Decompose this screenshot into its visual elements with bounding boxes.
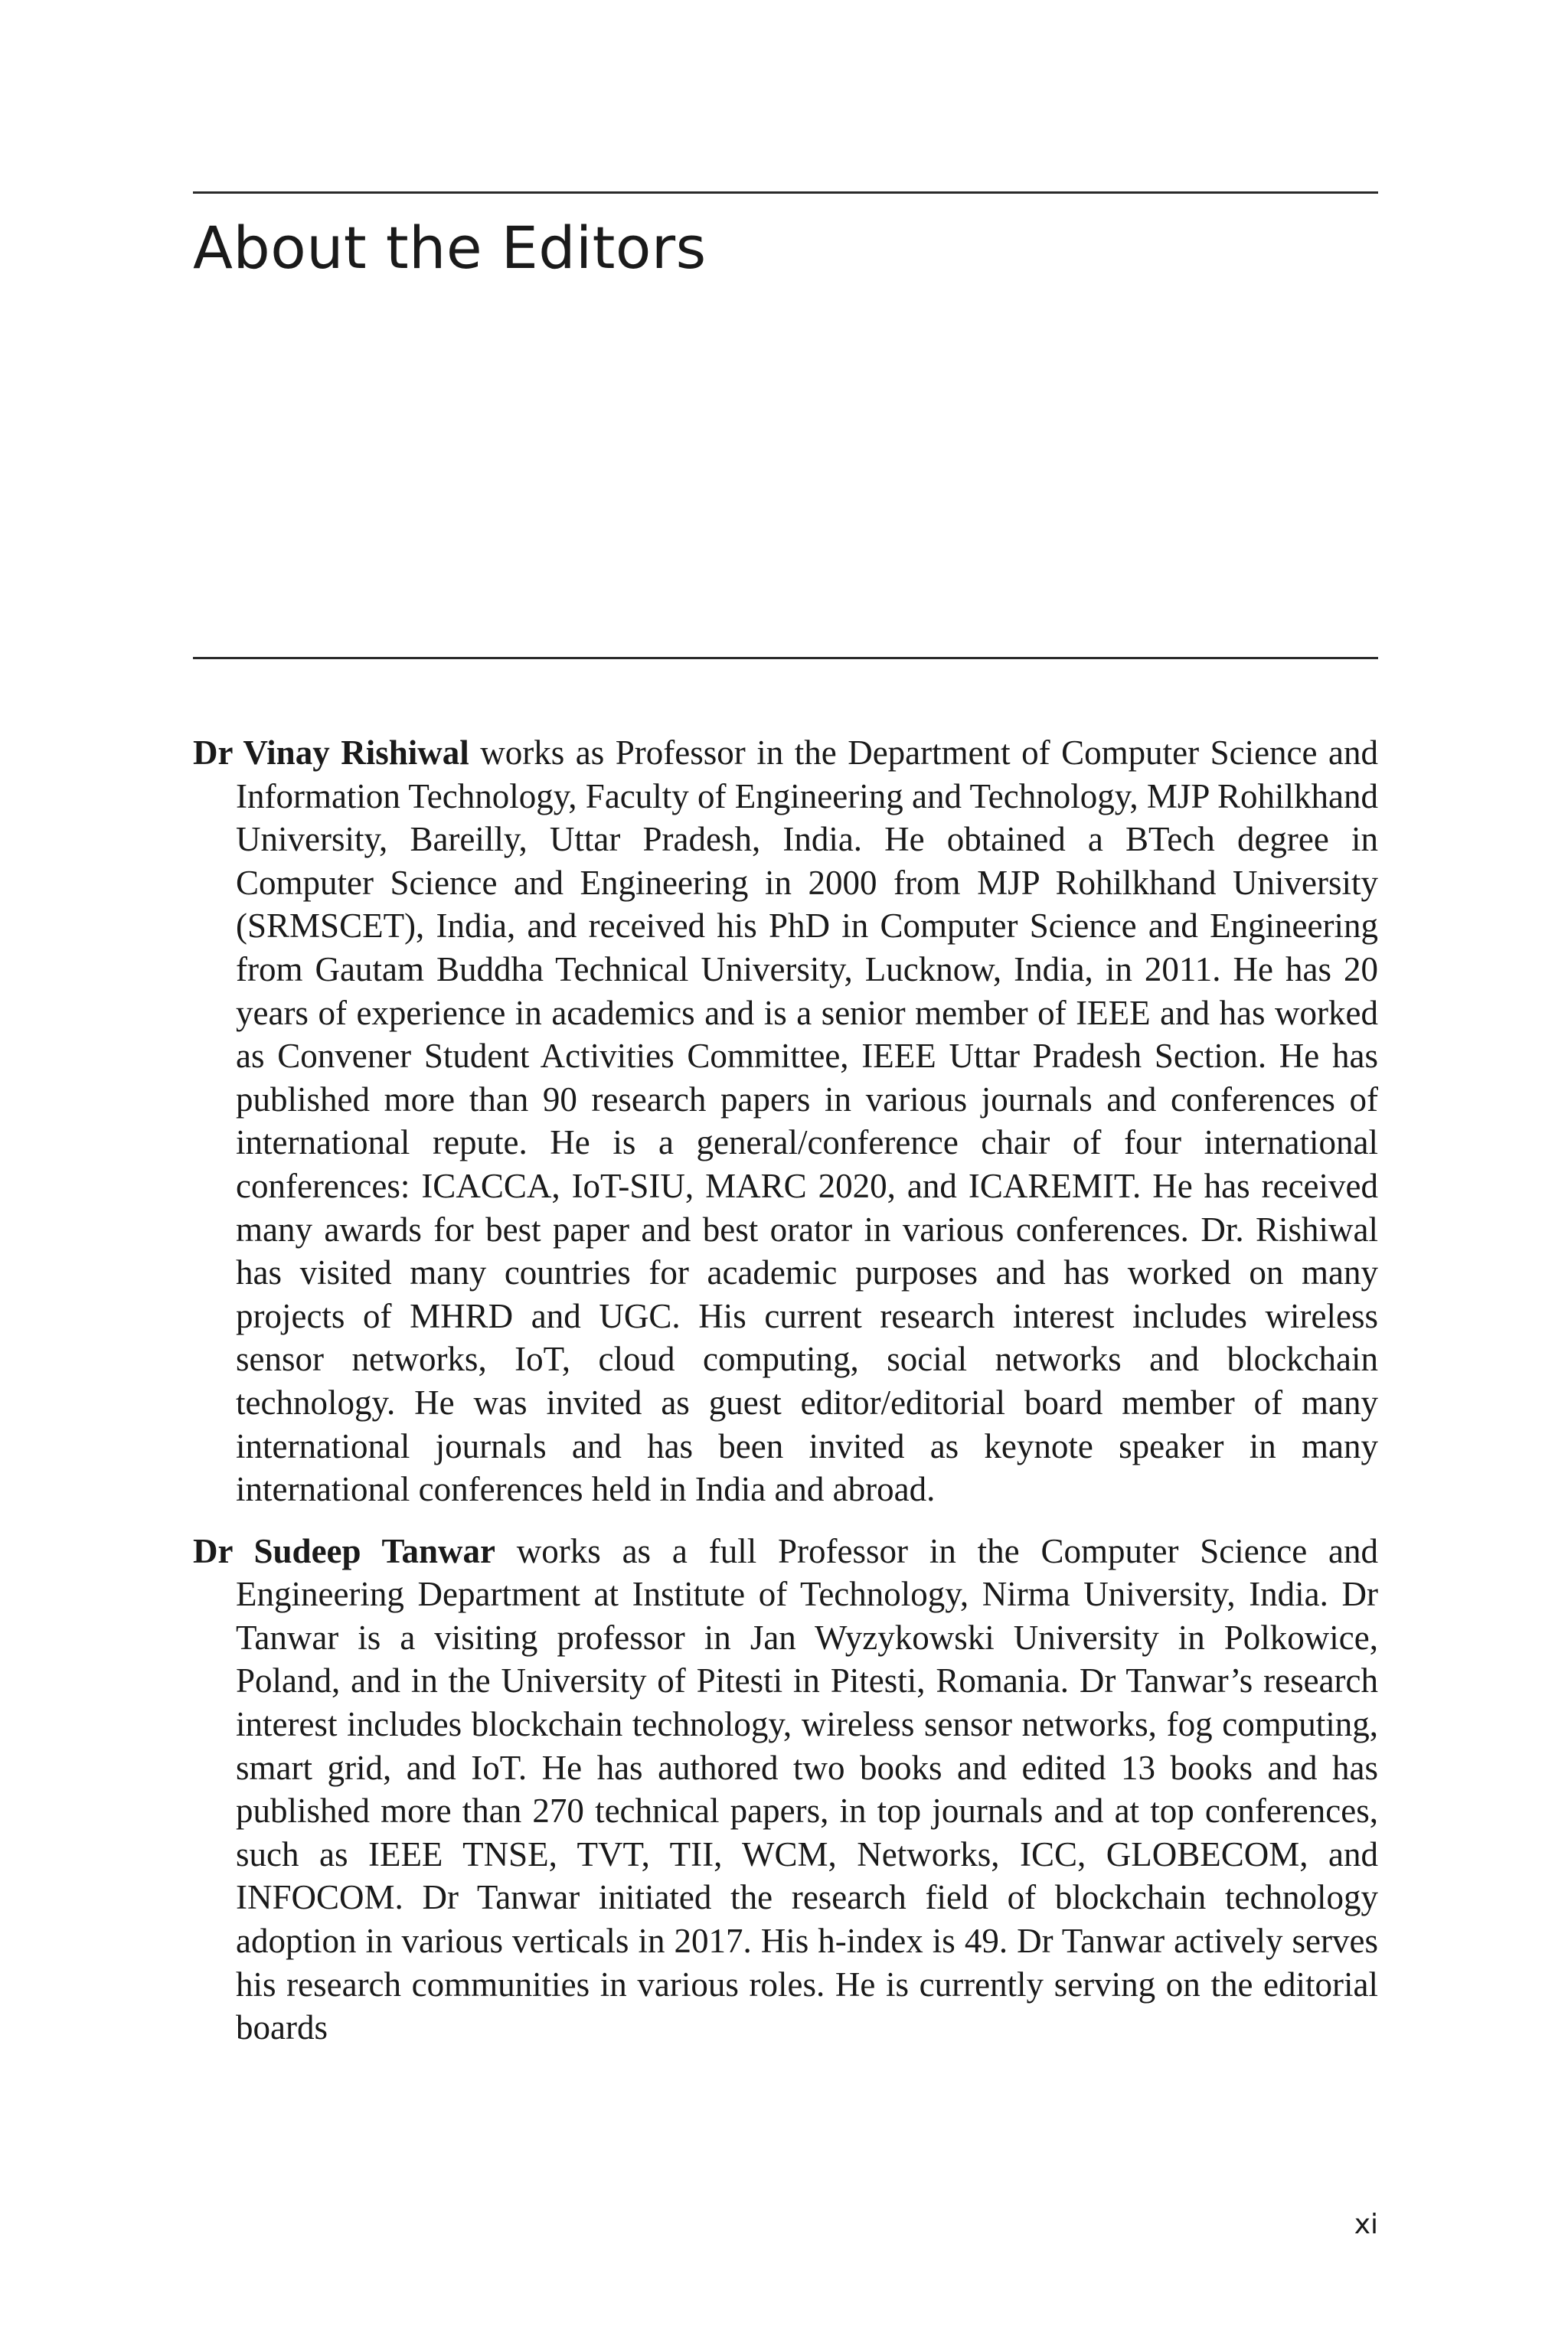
bio-paragraph-tanwar — [193, 1530, 1378, 2050]
chapter-title: About the Editors — [193, 214, 707, 282]
top-rule — [193, 191, 1378, 194]
title-bottom-rule — [193, 657, 1378, 659]
editor-name: Dr Vinay Rishiwal — [193, 733, 469, 772]
bio-text: works as Professor in the Department of Computer Science and Information Technology, Faculty of Engineering and Technology, MJP Rohilkhand University, Bareilly, Uttar Pradesh, India. He obtained a BTech degree in Computer Science and Engineering in 2000 from MJP Rohilkhand University (SRMSCET), India, and received his PhD in Computer Science and Engineering from Gautam Buddha Technical University, Lucknow, India, in 2011. He has 20 years of experience in academics and is a senior member of IEEE and has worked as Convener Student Activities Committee, IEEE Uttar Pradesh Section. He has published more than 90 research papers in various journals and conferences of international repute. He is a general/conference chair of four international conferences: ICACCA, IoT-SIU, MARC 2020, and ICAREMIT. He has received many awards for best paper and best orator in various conferences. Dr. Rishiwal has visited many countries for academic purposes and has worked on many projects of MHRD and UGC. His current research interest includes wireless sensor networks, IoT, cloud computing, social networks and blockchain technology. He was invited as guest editor/editorial board member of many international journals and has been invited as keynote speaker in many international conferences held in India and abroad. — [236, 733, 1378, 1509]
bio-text: works as a full Professor in the Computer Science and Engineering Department at Institute of Technology, Nirma University, India. Dr Tanwar is a visiting professor in Jan Wyzykowski University in Polkowice, Poland, and in the University of Pitesti in Pitesti, Romania. Dr Tanwar’s research interest includes blockchain technology, wireless sensor networks, fog computing, smart grid, and IoT. He has authored two books and edited 13 books and has published more than 270 technical papers, in top journals and at top conferences, such as IEEE TNSE, TVT, TII, WCM, Networks, ICC, GLOBECOM, and INFOCOM. Dr Tanwar initiated the research field of blockchain technology adoption in various verticals in 2017. His h-index is 49. Dr Tanwar actively serves his research communities in various roles. He is currently serving on the editorial boards — [236, 1531, 1378, 2047]
page-number: xi — [1354, 2209, 1378, 2240]
editor-bios — [193, 731, 1378, 2068]
bio-paragraph-rishiwal — [193, 731, 1378, 1511]
editor-name: Dr Sudeep Tanwar — [193, 1531, 495, 1570]
